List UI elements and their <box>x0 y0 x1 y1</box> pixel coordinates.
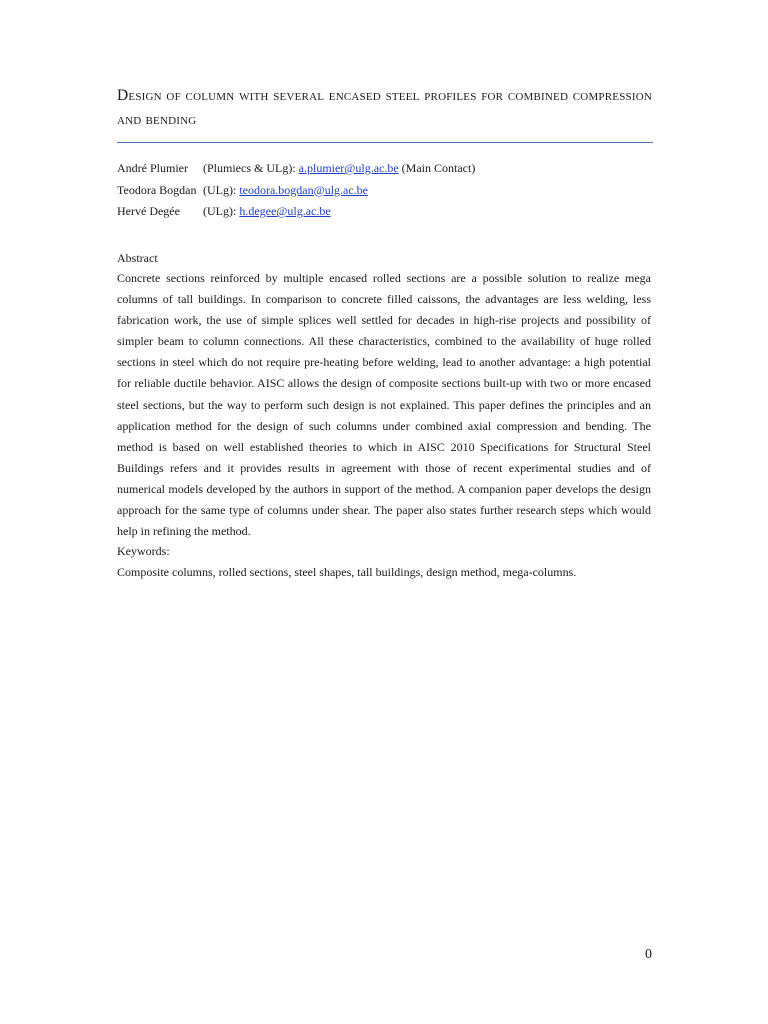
abstract-text: Concrete sections reinforced by multiple encased rolled sections are a possible solution to realize mega columns of tall buildings. In comparison to concrete filled caissons, the advantages are less welding, less fabrication work, the use of simple splices well settled for decades in high-rise projects and possibility of simpler beam to column connections. All these characteristics, combined to the availability of huge rolled sections in steel which do not require pre-heating before welding, lead to another advantage: a high potential for reliable ductile behavior. AISC allows the design of composite sections built-up with two or more encased steel sections, but the way to perform such design is not explained. This paper defines the principles and an application method for the design of such columns under combined axial compression and bending. The method is based on well established theories to which in AISC 2010 Specifications for Structural Steel Buildings refers and it provides results in agreement with those of recent experimental studies and of numerical models developed by the authors in support of the method. A companion paper develops the design approach for the same type of columns under shear. The paper also states further research steps which would help in refining the method. <box>117 271 651 539</box>
author-email-link[interactable]: h.degee@ulg.ac.be <box>239 204 331 218</box>
author-name: Teodora Bogdan <box>117 182 197 197</box>
author-affiliation: (ULg): <box>203 182 240 197</box>
keywords-text: Composite columns, rolled sections, steel shapes, tall buildings, design method, mega-columns. <box>117 565 577 579</box>
author-email-link[interactable]: teodora.bogdan@ulg.ac.be <box>239 182 368 197</box>
author-name: André Plumier <box>117 161 188 175</box>
author-email-link[interactable]: a.plumier@ulg.ac.be <box>298 161 399 175</box>
author-row <box>117 158 657 180</box>
author-affiliation: (ULg): <box>203 204 240 218</box>
page-number: 0 <box>645 947 652 962</box>
keywords-heading: Keywords: <box>117 544 170 558</box>
author-note: (Main Contact) <box>398 161 476 175</box>
abstract-heading: Abstract <box>117 251 158 265</box>
author-name: Hervé Degée <box>117 204 180 218</box>
author-affiliation: (Plumiecs & ULg): <box>203 161 299 175</box>
author-list <box>117 158 657 223</box>
author-row <box>117 180 657 202</box>
title-divider <box>117 142 653 143</box>
paper-title: Design of column with several encased steel profiles for combined compression and bending <box>117 87 652 128</box>
author-row <box>117 201 657 223</box>
